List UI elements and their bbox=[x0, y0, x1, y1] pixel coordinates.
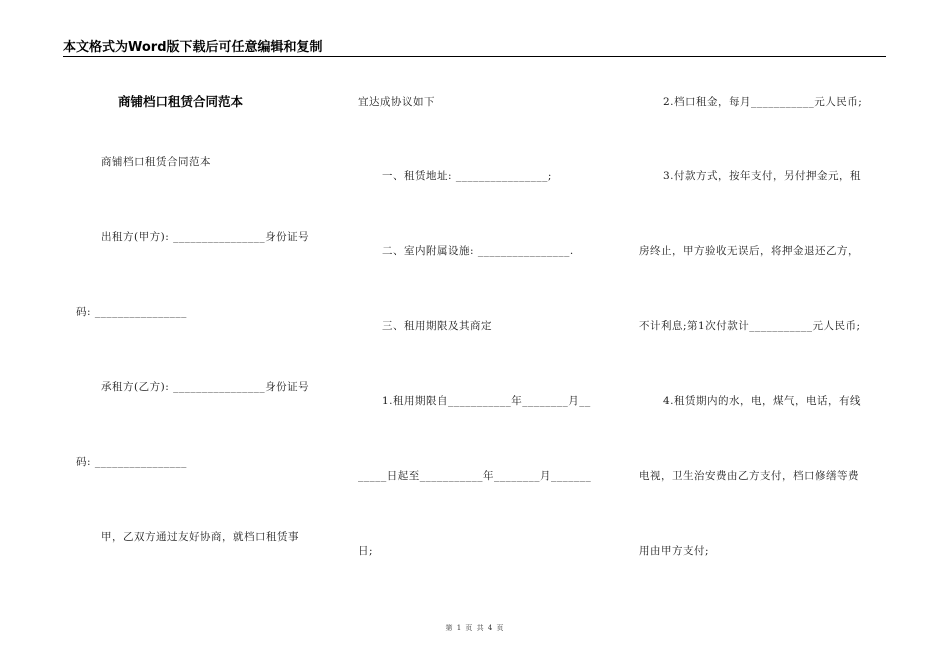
right-line-4: 不计利息;第1次付款计___________元人民币; bbox=[639, 320, 861, 332]
document-header bbox=[63, 36, 886, 57]
middle-line-7: 日; bbox=[358, 545, 374, 557]
middle-line-1: 宜达成协议如下 bbox=[358, 96, 435, 108]
right-line-3: 房终止，甲方验收无误后，将押金退还乙方， bbox=[639, 245, 859, 257]
right-line-1: 2.档口租金，每月___________元人民币; bbox=[663, 96, 863, 108]
left-line-1: 商铺档口租赁合同范本 bbox=[101, 156, 211, 168]
left-line-2: 出租方(甲方): ________________身份证号 bbox=[101, 231, 310, 243]
right-line-7: 用由甲方支付; bbox=[639, 545, 710, 557]
document-title: 商铺档口租赁合同范本 bbox=[118, 94, 244, 109]
middle-line-4: 三、租用期限及其商定 bbox=[382, 320, 492, 332]
right-line-5: 4.租赁期内的水，电，煤气，电话，有线 bbox=[663, 395, 862, 407]
left-line-5: 码: ________________ bbox=[76, 456, 187, 468]
right-line-6: 电视，卫生治安费由乙方支付，档口修缮等费 bbox=[639, 470, 859, 482]
page-number: 第 1 页 共 4 页 bbox=[445, 624, 505, 632]
left-line-3: 码: ________________ bbox=[76, 306, 187, 318]
middle-line-3: 二、室内附属设施: ________________. bbox=[382, 245, 574, 257]
left-line-4: 承租方(乙方): ________________身份证号 bbox=[101, 381, 310, 393]
middle-line-5: 1.租用期限自___________年________月__ bbox=[382, 395, 591, 407]
header-text: 本文格式为Word版下载后可任意编辑和复制 bbox=[63, 40, 323, 55]
middle-line-2: 一、租赁地址: ________________; bbox=[382, 170, 552, 182]
right-line-2: 3.付款方式，按年支付，另付押金元，租 bbox=[663, 170, 862, 182]
left-line-6: 甲，乙双方通过友好协商，就档口租赁事 bbox=[101, 531, 299, 543]
middle-line-6: _____日起至___________年________月_______ bbox=[358, 470, 592, 482]
